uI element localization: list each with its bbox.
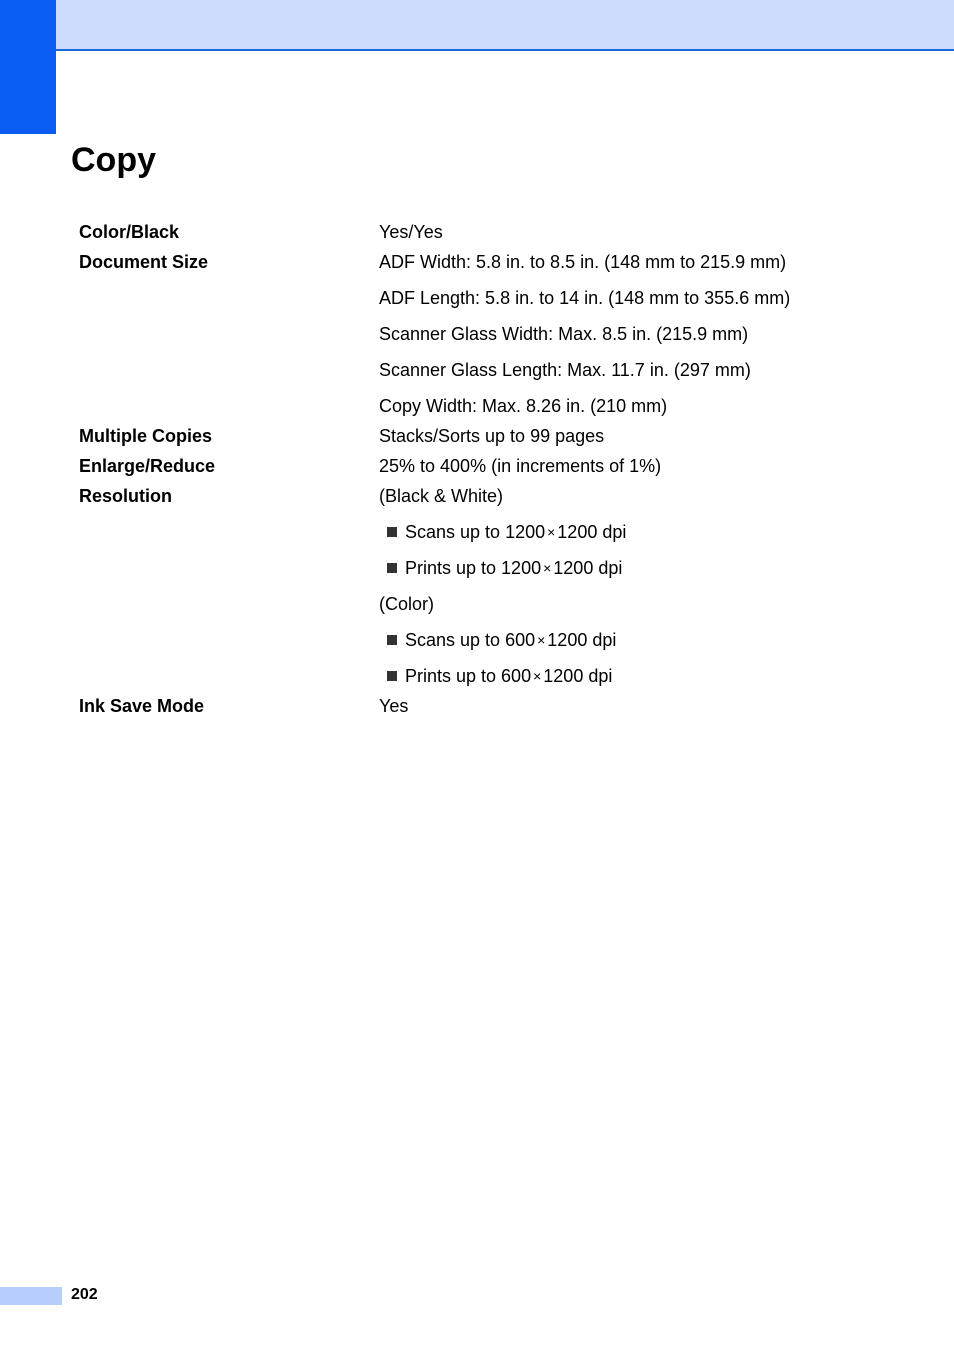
spec-value: Yes/Yes bbox=[379, 222, 443, 242]
multiply-sign: × bbox=[543, 560, 552, 576]
bullet-text: 1200 dpi bbox=[553, 558, 623, 578]
bullet-item bbox=[387, 553, 879, 583]
square-bullet-icon bbox=[387, 671, 397, 681]
spec-value: Stacks/Sorts up to 99 pages bbox=[379, 426, 605, 446]
bullet-text: Scans up to 600 bbox=[405, 630, 536, 650]
bullet-item bbox=[387, 625, 879, 655]
bullet-text: Prints up to 600 bbox=[405, 666, 532, 686]
spec-label: Ink Save Mode bbox=[79, 696, 205, 716]
spec-row-multiple-copies bbox=[79, 421, 879, 451]
bullet-text: 1200 dpi bbox=[543, 666, 613, 686]
square-bullet-icon bbox=[387, 527, 397, 537]
page-title: Copy bbox=[71, 141, 156, 179]
spec-values bbox=[379, 691, 879, 721]
resolution-color-heading: (Color) bbox=[379, 594, 435, 614]
footer-bar bbox=[0, 1287, 62, 1305]
spec-label: Document Size bbox=[79, 252, 209, 272]
bullet-text: Scans up to 1200 bbox=[405, 522, 546, 542]
spec-values bbox=[379, 217, 879, 247]
spec-row-resolution bbox=[79, 481, 879, 691]
spec-value: Scanner Glass Width: Max. 8.5 in. (215.9 mm) bbox=[379, 324, 749, 344]
spec-values bbox=[379, 421, 879, 451]
spec-row-ink-save-mode bbox=[79, 691, 879, 721]
bullet-item bbox=[387, 661, 879, 691]
bullet-text: 1200 dpi bbox=[547, 630, 617, 650]
spec-label: Color/Black bbox=[79, 222, 180, 242]
bullet-text: Prints up to 1200 bbox=[405, 558, 542, 578]
spec-row-enlarge-reduce bbox=[79, 451, 879, 481]
chapter-tab bbox=[0, 0, 56, 134]
bullet-item bbox=[387, 517, 879, 547]
spec-label: Resolution bbox=[79, 486, 172, 506]
spec-value: 25% to 400% (in increments of 1%) bbox=[379, 456, 662, 476]
spec-value: Copy Width: Max. 8.26 in. (210 mm) bbox=[379, 396, 668, 416]
spec-value: ADF Length: 5.8 in. to 14 in. (148 mm to 355.6 mm) bbox=[379, 288, 791, 308]
square-bullet-icon bbox=[387, 563, 397, 573]
multiply-sign: × bbox=[547, 524, 556, 540]
spec-value: Scanner Glass Length: Max. 11.7 in. (297 mm) bbox=[379, 360, 751, 380]
page-number: 202 bbox=[71, 1286, 98, 1303]
spec-row-document-size bbox=[79, 247, 879, 421]
spec-values bbox=[379, 451, 879, 481]
header-band bbox=[0, 0, 954, 51]
multiply-sign: × bbox=[537, 632, 546, 648]
spec-row-color-black bbox=[79, 217, 879, 247]
spec-values bbox=[379, 481, 879, 691]
spec-values bbox=[379, 247, 879, 421]
spec-label: Multiple Copies bbox=[79, 426, 213, 446]
spec-value: Yes bbox=[379, 696, 409, 716]
square-bullet-icon bbox=[387, 635, 397, 645]
multiply-sign: × bbox=[533, 668, 542, 684]
spec-value: ADF Width: 5.8 in. to 8.5 in. (148 mm to 215.9 mm) bbox=[379, 252, 787, 272]
spec-table bbox=[79, 217, 879, 721]
bullet-text: 1200 dpi bbox=[557, 522, 627, 542]
resolution-bw-heading: (Black & White) bbox=[379, 486, 504, 506]
spec-label: Enlarge/Reduce bbox=[79, 456, 216, 476]
